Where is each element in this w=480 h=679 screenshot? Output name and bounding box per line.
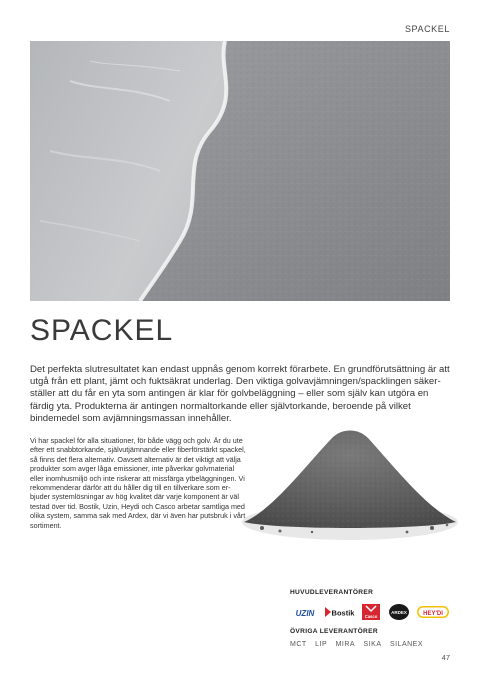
hero-image [30, 41, 450, 301]
page-title: SPACKEL [30, 314, 174, 347]
lead-paragraph: Det perfekta slutresultatet kan endast uppnås genom korrekt förarbete. En grundförutsättning är att utgå från ett plant, jämt och fuktsäkrat underlag. Den viktiga golvavjämningen/spacklingen säkerställer att du får en yta som antingen är klar för golvbeläggning – eller som själv kan utgöra en färdig yta. Produkterna är antingen normaltorkande eller självtorkande, beroende på vilket bindemedel som avjämningsmassan innehåller. [30, 364, 450, 424]
supplier-mct: MCT [290, 641, 307, 648]
main-suppliers-heading: HUVUDLEVERANTÖRER [290, 589, 374, 596]
svg-text:UZIN: UZIN [295, 609, 315, 618]
svg-text:HEY'DI: HEY'DI [423, 610, 443, 617]
uzin-logo [290, 603, 320, 621]
supplier-silanex: SILANEX [389, 641, 424, 648]
bostik-logo [322, 603, 356, 621]
heydi-logo [416, 603, 450, 621]
supplier-mira: MIRA [335, 641, 356, 648]
cement-powder-photo [232, 410, 462, 550]
powder-image [232, 410, 462, 550]
supplier-lip: LIP [315, 641, 328, 648]
other-suppliers-list [290, 641, 429, 648]
supplier-sika: SIKA [363, 641, 382, 648]
supplier-logo-row [290, 603, 450, 621]
ardex-logo [388, 603, 410, 621]
casco-logo [360, 603, 382, 621]
page-number: 47 [441, 653, 450, 662]
wet-concrete-photo [30, 41, 450, 301]
body-paragraph: Vi har spackel för alla situationer, för både vägg och golv. Är du ute efter ett snabbtorkande, självutjämnande eller fiberförstärkt spackel, så finns det flera alternativ. Oavsett alternativ är det viktigt att välja produkter som avger låga emissioner, inte påverkar golvmaterial eller inomhusmiljö och inte riskerar att missfärga ytbeläggningen. Vi rekommenderar därför att du håller dig till en tillverkare som erbjuder systemlösningar av hög kvalitet där varje komponent är väl testad över tid. Bostik, Uzin, Heydi och Casco arbetar samtliga med olika system, samma sak med Ardex, där vi även har putsbruk i vårt sortiment. [30, 436, 246, 530]
svg-text:ARDEX: ARDEX [391, 610, 407, 615]
svg-text:Bostik: Bostik [331, 608, 355, 618]
other-suppliers-heading: ÖVRIGA LEVERANTÖRER [290, 628, 378, 635]
section-label: SPACKEL [404, 24, 450, 34]
svg-text:Casco: Casco [364, 614, 378, 619]
